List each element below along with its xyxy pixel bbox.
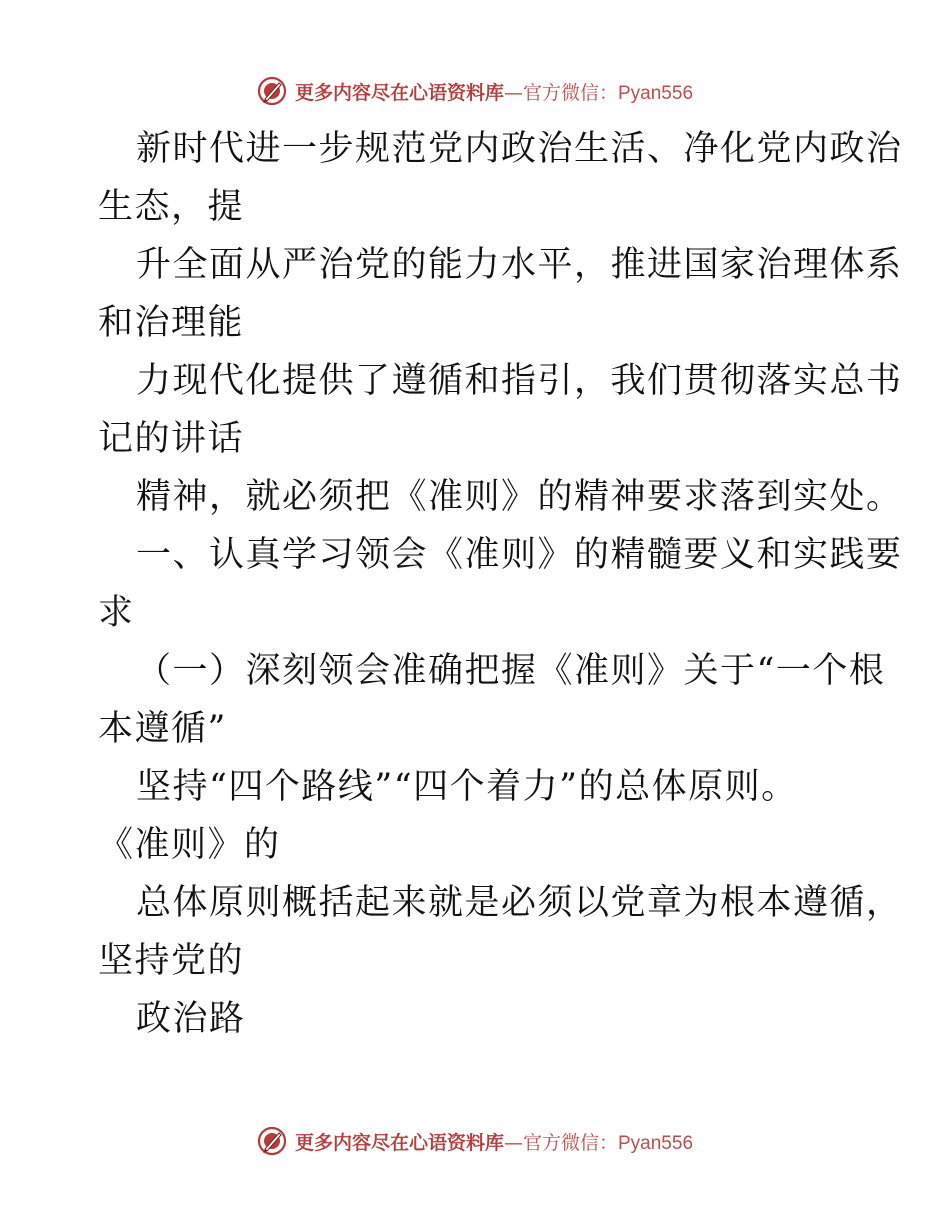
body-line: 坚持党的 <box>98 941 245 981</box>
footer-watermark <box>0 1124 950 1158</box>
header-watermark-text <box>295 78 693 105</box>
pen-logo-icon <box>257 76 287 106</box>
footer-watermark-text <box>295 1128 693 1155</box>
header-wechat-label: 官方微信： <box>522 81 618 104</box>
document-body <box>98 120 903 1048</box>
section-heading: 一、认真学习领会《准则》的精髓要义和实践要 <box>136 535 903 575</box>
header-site-text: 更多内容尽在心语资料库 <box>294 81 504 104</box>
body-line: 生态，提 <box>98 187 245 227</box>
subsection-heading: （一）深刻领会准确把握《准则》关于“一个根 <box>136 651 886 691</box>
body-line: 总体原则概括起来就是必须以党章为根本遵循， <box>136 883 903 923</box>
header-watermark <box>0 74 950 108</box>
body-line: 升全面从严治党的能力水平，推进国家治理体系 <box>136 245 903 285</box>
footer-wechat-id: Pyan556 <box>618 1132 694 1154</box>
footer-site-text: 更多内容尽在心语资料库 <box>294 1131 504 1154</box>
pen-logo-icon <box>257 1126 287 1156</box>
body-line: 坚持“四个路线”“四个着力”的总体原则。 <box>136 767 798 807</box>
body-line: 政治路 <box>136 999 246 1039</box>
footer-dash: — <box>503 1131 523 1154</box>
body-line: 精神，就必须把《准则》的精神要求落到实处。 <box>136 477 903 517</box>
body-line: 新时代进一步规范党内政治生活、净化党内政治 <box>136 129 903 169</box>
header-dash: — <box>503 81 523 104</box>
section-heading-continued: 求 <box>98 593 135 633</box>
subsection-heading-continued: 本遵循” <box>98 709 227 749</box>
header-wechat-id: Pyan556 <box>618 82 694 104</box>
body-line: 记的讲话 <box>98 419 245 459</box>
body-line: 《准则》的 <box>98 825 281 865</box>
footer-wechat-label: 官方微信： <box>522 1131 618 1154</box>
body-line: 力现代化提供了遵循和指引，我们贯彻落实总书 <box>136 361 903 401</box>
body-line: 和治理能 <box>98 303 245 343</box>
